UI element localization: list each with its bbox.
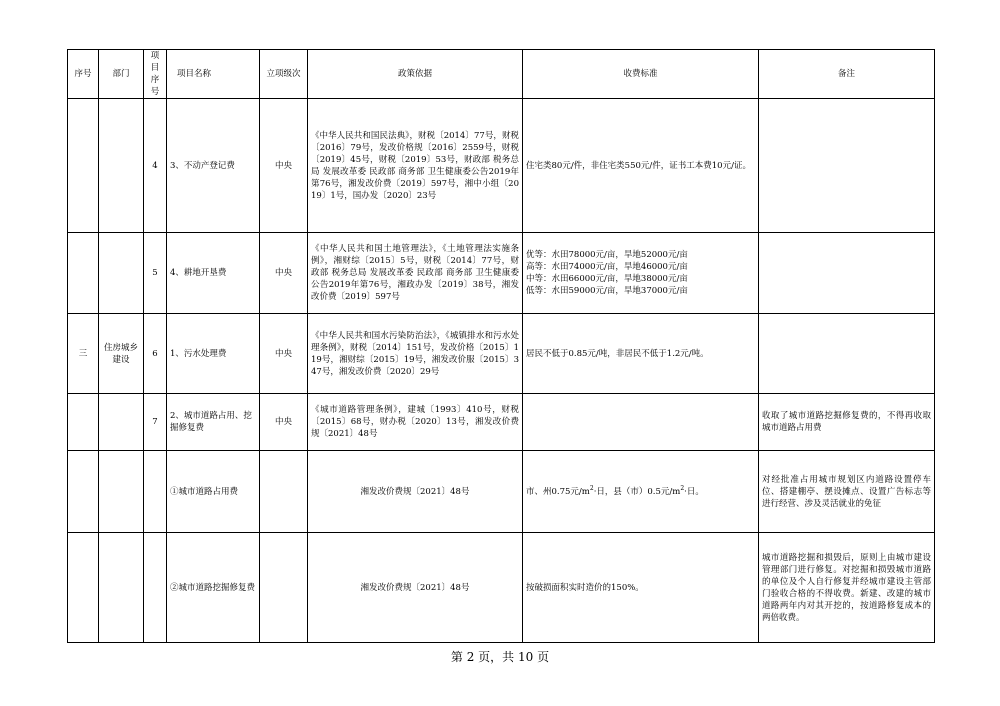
header-item-name: 项目名称 (167, 50, 260, 99)
standard-cell (523, 451, 759, 533)
header-level: 立项级次 (260, 50, 308, 99)
dept-cell (99, 233, 144, 314)
standard-cell (523, 233, 759, 314)
level-cell: 中央 (260, 394, 308, 451)
header-row (68, 50, 935, 99)
fee-table (67, 49, 935, 643)
standard-cell: 按破损面积实时造价的150%。 (523, 533, 759, 643)
policy-cell: 湘发改价费规〔2021〕48号 (308, 533, 523, 643)
note-cell (759, 314, 935, 394)
standard-line: 低等：水田59000元/亩，旱地37000元/亩 (526, 286, 688, 296)
dept-cell (99, 99, 144, 233)
header-standard: 收费标准 (523, 50, 759, 99)
item-name-cell: ①城市道路占用费 (167, 451, 260, 533)
header-seq: 序号 (68, 50, 99, 99)
standard-sup-1: 2 (589, 484, 594, 492)
header-policy: 政策依据 (308, 50, 523, 99)
standard-line: 高等：水田74000元/亩，旱地46000元/亩 (526, 262, 688, 272)
table-row (68, 99, 935, 233)
header-dept: 部门 (99, 50, 144, 99)
header-item-seq: 项目序号 (144, 50, 167, 99)
page-footer: 第 2 页，共 10 页 (450, 650, 550, 664)
dept-cell: 住房城乡建设 (99, 314, 144, 394)
policy-cell: 《中华人民共和国民法典》，财税〔2014〕77号，财税〔2016〕79号，发改价格规〔2016〕2559号，财税〔2019〕45号，财税〔2019〕53号，财政部 税务总局 发展改革委 民政部 商务部 卫生健康委公告2019年第76号，湘发改价费〔2019〕597号，湘中小组〔2019〕1号，国办发〔2020〕23号 (308, 99, 523, 233)
seq-cell: 三 (68, 314, 99, 394)
standard-cell: 居民不低于0.85元/吨，非居民不低于1.2元/吨。 (523, 314, 759, 394)
item-seq-cell: 4 (144, 99, 167, 233)
note-cell (759, 233, 935, 314)
level-cell: 中央 (260, 233, 308, 314)
item-name-cell: 2、城市道路占用、挖掘修复费 (167, 394, 260, 451)
table-row (68, 233, 935, 314)
item-seq-cell (144, 451, 167, 533)
level-cell: 中央 (260, 314, 308, 394)
dept-cell (99, 394, 144, 451)
table-row (68, 314, 935, 394)
standard-text-2: ·日，县（市）0.5元/m (593, 486, 681, 497)
dept-cell (99, 451, 144, 533)
item-name-cell: 1、污水处理费 (167, 314, 260, 394)
dept-cell (99, 533, 144, 643)
seq-cell (68, 99, 99, 233)
seq-cell (68, 233, 99, 314)
standard-line: 中等：水田66000元/亩，旱地38000元/亩 (526, 274, 688, 284)
standard-text-3: ·日。 (684, 486, 704, 497)
item-name-cell: 4、耕地开垦费 (167, 233, 260, 314)
standard-cell (523, 394, 759, 451)
policy-cell: 《中华人民共和国土地管理法》，《土地管理法实施条例》，湘财综〔2015〕5号，财税〔2014〕77号，财政部 税务总局 发展改革委 民政部 商务部 卫生健康委公告2019年第76号，湘政办发〔2019〕38号，湘发改价费〔2019〕597号 (308, 233, 523, 314)
item-name-cell: 3、不动产登记费 (167, 99, 260, 233)
note-cell: 收取了城市道路挖掘修复费的，不得再收取城市道路占用费 (759, 394, 935, 451)
policy-cell: 湘发改价费规〔2021〕48号 (308, 451, 523, 533)
policy-cell: 《中华人民共和国水污染防治法》，《城镇排水和污水处理条例》，财税〔2014〕151号，发改价格〔2015〕119号，湘财综〔2015〕19号，湘发改价服〔2015〕347号，湘发改价费〔2020〕29号 (308, 314, 523, 394)
seq-cell (68, 451, 99, 533)
table-row (68, 451, 935, 533)
item-seq-cell: 7 (144, 394, 167, 451)
level-cell (260, 533, 308, 643)
standard-line: 优等：水田78000元/亩，旱地52000元/亩 (526, 250, 688, 260)
note-cell: 城市道路挖掘和损毁后，原则上由城市建设管理部门进行修复。对挖掘和损毁城市道路的单位及个人自行修复并经城市建设主管部门验收合格的不得收费。新建、改建的城市道路两年内对其开挖的，按道路修复成本的两倍收费。 (759, 533, 935, 643)
header-note: 备注 (759, 50, 935, 99)
standard-sup-2: 2 (680, 484, 685, 492)
policy-cell: 《城市道路管理条例》，建城〔1993〕410号，财税〔2015〕68号，财办税〔2020〕13号，湘发改价费规〔2021〕48号 (308, 394, 523, 451)
level-cell (260, 451, 308, 533)
item-seq-cell: 5 (144, 233, 167, 314)
item-seq-cell (144, 533, 167, 643)
standard-text-1: 市、州0.75元/m (526, 486, 590, 497)
level-cell: 中央 (260, 99, 308, 233)
seq-cell (68, 394, 99, 451)
note-cell: 对经批准占用城市规划区内道路设置停车位、搭建棚亭、摆设摊点、设置广告标志等进行经营、涉及灵活就业的免征 (759, 451, 935, 533)
seq-cell (68, 533, 99, 643)
table-row (68, 394, 935, 451)
note-cell (759, 99, 935, 233)
table-row (68, 533, 935, 643)
standard-cell: 住宅类80元/件，非住宅类550元/件，证书工本费10元/证。 (523, 99, 759, 233)
item-seq-cell: 6 (144, 314, 167, 394)
item-name-cell: ②城市道路挖掘修复费 (167, 533, 260, 643)
